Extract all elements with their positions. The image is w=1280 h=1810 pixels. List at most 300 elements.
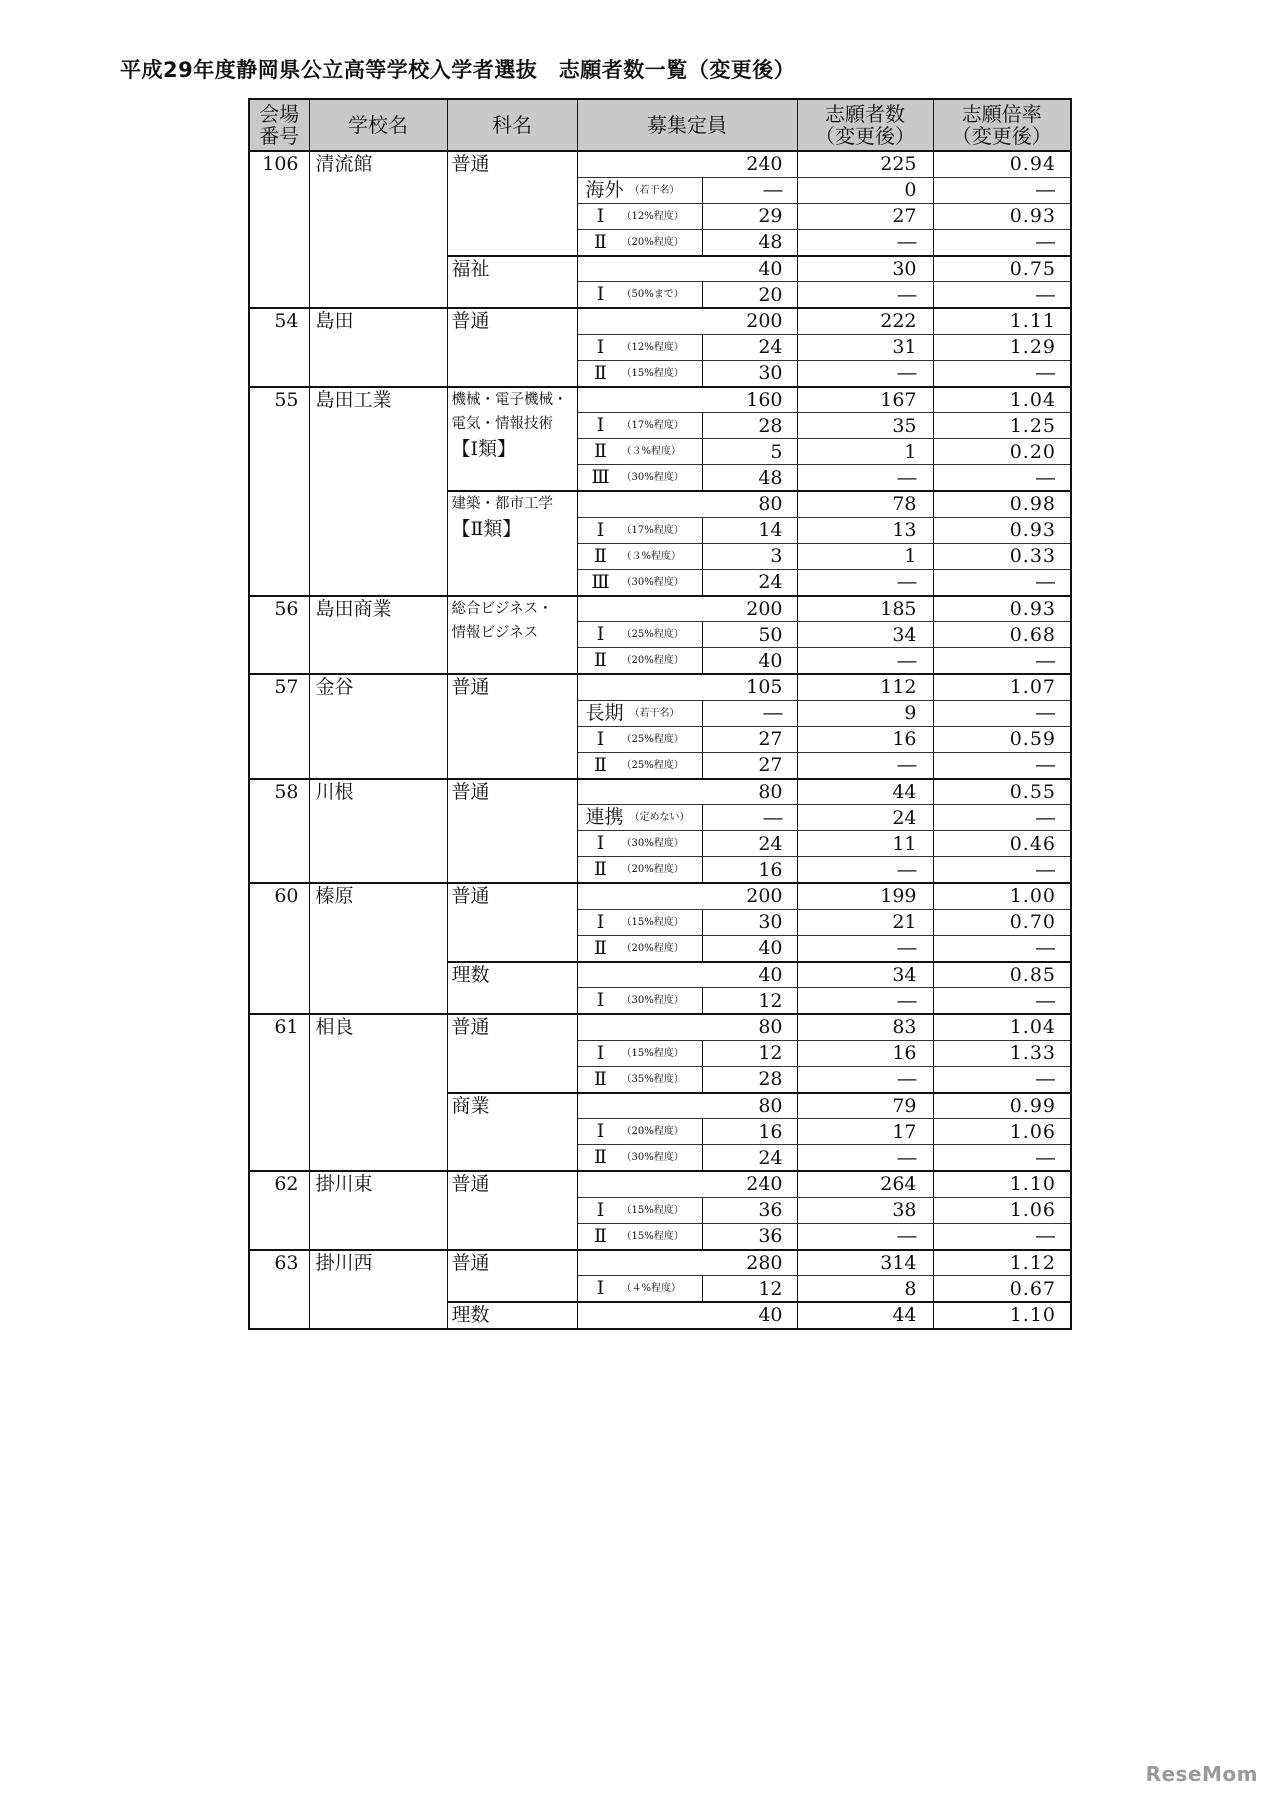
applicants-value: 185 <box>797 596 933 622</box>
ratio-value: 1.07 <box>933 674 1071 700</box>
quota-label <box>577 909 702 935</box>
department-name <box>447 151 577 256</box>
ratio-value: 0.46 <box>933 831 1071 857</box>
quota-label-text: Ⅱ <box>594 649 607 671</box>
quota-label-text: Ⅱ <box>594 230 607 253</box>
applicants-value: 44 <box>797 1302 933 1329</box>
department-name <box>447 779 577 884</box>
ratio-value: 0.75 <box>933 256 1071 282</box>
applicants-value: ― <box>797 1223 933 1250</box>
capacity-value: 12 <box>702 1276 797 1303</box>
ratio-value: ― <box>933 282 1071 309</box>
school-name: 掛川東 <box>309 1171 447 1250</box>
header-school: 学校名 <box>309 99 447 151</box>
applicants-value: ― <box>797 988 933 1015</box>
quota-label <box>577 1276 702 1303</box>
applicants-value: 34 <box>797 622 933 648</box>
department-name-line: 普通 <box>451 676 490 698</box>
quota-label <box>577 1066 702 1093</box>
capacity-value: 24 <box>702 569 797 596</box>
capacity-value: 29 <box>702 203 797 229</box>
quota-label <box>577 465 702 492</box>
capacity-total: 40 <box>577 1302 797 1329</box>
department-name <box>447 387 577 492</box>
ratio-value: ― <box>933 465 1071 492</box>
ratio-value: 0.33 <box>933 543 1071 569</box>
venue-number: 58 <box>249 779 309 884</box>
venue-number: 60 <box>249 883 309 1014</box>
quota-note: （30%程度） <box>621 576 684 588</box>
ratio-value: 1.10 <box>933 1302 1071 1329</box>
capacity-value: 36 <box>702 1197 797 1223</box>
ratio-value: 0.68 <box>933 622 1071 648</box>
capacity-total: 200 <box>577 308 797 334</box>
applicants-value: 38 <box>797 1197 933 1223</box>
quota-note: （15%程度） <box>621 1047 684 1059</box>
applicants-value: 30 <box>797 256 933 282</box>
department-name-line: 普通 <box>451 1251 490 1274</box>
department-name <box>447 883 577 962</box>
quota-label <box>577 1197 702 1223</box>
venue-number: 106 <box>249 151 309 308</box>
ratio-value: 1.06 <box>933 1197 1071 1223</box>
ratio-value: 0.99 <box>933 1093 1071 1119</box>
applicants-value: 8 <box>797 1276 933 1303</box>
applicants-value: 35 <box>797 413 933 439</box>
school-name: 榛原 <box>309 883 447 1014</box>
venue-number: 57 <box>249 674 309 779</box>
applicants-value: ― <box>797 282 933 309</box>
applicants-value: 21 <box>797 909 933 935</box>
capacity-value: 12 <box>702 988 797 1015</box>
quota-note: （17%程度） <box>621 524 684 536</box>
quota-label-text: Ⅰ <box>596 414 605 436</box>
capacity-value: 30 <box>702 360 797 387</box>
quota-label <box>577 203 702 229</box>
quota-label-text: Ⅱ <box>594 753 607 776</box>
capacity-total: 200 <box>577 596 797 622</box>
quota-label <box>577 177 702 203</box>
capacity-value: 14 <box>702 517 797 543</box>
quota-label-text: Ⅱ <box>594 936 607 959</box>
department-name-line: 普通 <box>451 1016 490 1038</box>
ratio-value: 0.67 <box>933 1276 1071 1303</box>
ratio-value: 1.06 <box>933 1119 1071 1145</box>
applicants-value: ― <box>797 935 933 962</box>
department-name <box>447 962 577 1015</box>
quota-label <box>577 1145 702 1172</box>
department-name <box>447 1014 577 1093</box>
ratio-value: ― <box>933 569 1071 596</box>
ratio-value: 0.98 <box>933 491 1071 517</box>
venue-number: 61 <box>249 1014 309 1171</box>
department-name <box>447 256 577 309</box>
applicants-value: 34 <box>797 962 933 988</box>
capacity-value: 40 <box>702 648 797 675</box>
quota-label-text: Ⅱ <box>594 1067 607 1090</box>
department-name-line: 普通 <box>451 780 490 803</box>
quota-note: （12%程度） <box>621 210 684 222</box>
quota-note: （３%程度） <box>621 446 682 457</box>
page-title: 平成29年度静岡県公立高等学校入学者選抜 志願者数一覧（変更後） <box>120 58 796 82</box>
department-name-line: 情報ビジネス <box>451 625 539 641</box>
ratio-value: 1.33 <box>933 1040 1071 1066</box>
school-name: 相良 <box>309 1014 447 1171</box>
department-name <box>447 491 577 596</box>
school-name: 掛川西 <box>309 1250 447 1329</box>
table-row <box>249 1171 1071 1197</box>
table-row <box>249 1014 1071 1040</box>
quota-note: （35%程度） <box>621 1073 684 1085</box>
school-name: 島田商業 <box>309 596 447 675</box>
department-name-line: 普通 <box>451 1173 490 1195</box>
quota-label-text: 長期 <box>585 701 624 724</box>
capacity-value: 20 <box>702 282 797 309</box>
department-name-line: 福祉 <box>451 257 490 280</box>
department-name-line: 理数 <box>451 963 490 986</box>
header-department: 科名 <box>447 99 577 151</box>
applicants-value: ― <box>797 648 933 675</box>
applicants-value: ― <box>797 229 933 256</box>
table-row <box>249 1250 1071 1276</box>
department-name <box>447 308 577 387</box>
capacity-total: 280 <box>577 1250 797 1276</box>
ratio-value: 0.59 <box>933 726 1071 752</box>
applicants-value: 31 <box>797 334 933 360</box>
department-name <box>447 1302 577 1329</box>
quota-note: （３%程度） <box>621 550 682 562</box>
quota-label <box>577 1040 702 1066</box>
quota-label <box>577 726 702 752</box>
quota-label <box>577 648 702 675</box>
ratio-value: 0.70 <box>933 909 1071 935</box>
quota-note: （４%程度） <box>621 1283 682 1294</box>
quota-label-text: Ⅰ <box>596 832 605 854</box>
quota-note: （17%程度） <box>621 420 684 431</box>
applicants-value: 27 <box>797 203 933 229</box>
applicants-value: ― <box>797 360 933 387</box>
table-row <box>249 779 1071 805</box>
resemom-watermark: ReseMom <box>1145 1762 1258 1786</box>
quota-label-text: Ⅰ <box>596 1120 605 1142</box>
quota-label-text: Ⅰ <box>596 1041 605 1064</box>
capacity-value: 16 <box>702 857 797 884</box>
applicants-value: 112 <box>797 674 933 700</box>
school-name: 島田 <box>309 308 447 387</box>
quota-note: （30%程度） <box>621 995 684 1006</box>
header-applicants: 志願者数 （変更後） <box>797 99 933 151</box>
quota-label-text: Ⅰ <box>596 518 605 541</box>
applicants-value: 0 <box>797 177 933 203</box>
ratio-value: 1.11 <box>933 308 1071 334</box>
capacity-value: 27 <box>702 726 797 752</box>
quota-label-text: Ⅰ <box>596 283 605 305</box>
capacity-value: 28 <box>702 1066 797 1093</box>
department-name-line: 商業 <box>451 1094 490 1117</box>
ratio-value: ― <box>933 177 1071 203</box>
quota-label <box>577 543 702 569</box>
applicants-value: ― <box>797 465 933 492</box>
quota-note: （30%程度） <box>621 472 684 483</box>
quota-label <box>577 360 702 387</box>
capacity-value: 30 <box>702 909 797 935</box>
capacity-value: ― <box>702 805 797 831</box>
capacity-value: 27 <box>702 752 797 779</box>
ratio-value: 1.29 <box>933 334 1071 360</box>
ratio-value: ― <box>933 360 1071 387</box>
quota-label <box>577 1223 702 1250</box>
applicants-value: 1 <box>797 543 933 569</box>
quota-note: （定めない） <box>629 812 690 823</box>
quota-label-text: Ⅰ <box>596 727 605 750</box>
applicants-value: ― <box>797 1145 933 1172</box>
table-row <box>249 883 1071 909</box>
quota-label-text: Ⅱ <box>594 1224 607 1247</box>
quota-label-text: Ⅲ <box>591 570 610 593</box>
table-header <box>249 99 1071 151</box>
applicants-value: 9 <box>797 700 933 726</box>
quota-note: （若干名） <box>629 184 680 196</box>
table-row <box>249 596 1071 622</box>
capacity-total: 80 <box>577 779 797 805</box>
capacity-value: 24 <box>702 831 797 857</box>
applicants-value: ― <box>797 1066 933 1093</box>
quota-label <box>577 805 702 831</box>
ratio-value: ― <box>933 1223 1071 1250</box>
capacity-value: 40 <box>702 935 797 962</box>
capacity-value: 5 <box>702 439 797 465</box>
quota-note: （30%程度） <box>621 838 684 849</box>
department-name-line: 機械・電子機械・ <box>451 391 568 408</box>
quota-note: （20%程度） <box>621 942 684 954</box>
ratio-value: ― <box>933 1066 1071 1093</box>
quota-note: （50%まで） <box>621 289 684 300</box>
school-name: 島田工業 <box>309 387 447 596</box>
table-row <box>249 308 1071 334</box>
department-name <box>447 596 577 675</box>
capacity-value: 48 <box>702 465 797 492</box>
table-row <box>249 151 1071 177</box>
ratio-value: 1.25 <box>933 413 1071 439</box>
quota-label-text: Ⅰ <box>596 204 605 227</box>
applicants-value: ― <box>797 857 933 884</box>
quota-label <box>577 229 702 256</box>
quota-note: （20%程度） <box>621 655 684 666</box>
table-row <box>249 387 1071 413</box>
quota-label-text: Ⅰ <box>596 989 605 1011</box>
quota-note: （15%程度） <box>621 1204 684 1216</box>
ratio-value: ― <box>933 752 1071 779</box>
department-name-line: 電気・情報技術 <box>451 416 553 432</box>
applicants-value: 314 <box>797 1250 933 1276</box>
quota-label-text: Ⅰ <box>596 1277 605 1299</box>
quota-label <box>577 1119 702 1145</box>
quota-label <box>577 282 702 309</box>
capacity-total: 80 <box>577 491 797 517</box>
quota-note: （12%程度） <box>621 341 684 353</box>
quota-note: （20%程度） <box>621 236 684 248</box>
applicants-value: 78 <box>797 491 933 517</box>
ratio-value: ― <box>933 1145 1071 1172</box>
department-name-line: 【Ⅱ類】 <box>451 517 522 540</box>
quota-label <box>577 700 702 726</box>
capacity-value: 3 <box>702 543 797 569</box>
quota-label <box>577 517 702 543</box>
quota-label <box>577 334 702 360</box>
capacity-total: 240 <box>577 1171 797 1197</box>
quota-label <box>577 439 702 465</box>
venue-number: 63 <box>249 1250 309 1329</box>
capacity-value: 24 <box>702 334 797 360</box>
department-name-line: 総合ビジネス・ <box>451 600 553 617</box>
quota-label <box>577 831 702 857</box>
header-capacity: 募集定員 <box>577 99 797 151</box>
quota-label-text: Ⅱ <box>594 858 607 880</box>
quota-note: （25%程度） <box>621 759 684 771</box>
quota-label-text: Ⅱ <box>594 361 607 384</box>
capacity-total: 80 <box>577 1014 797 1040</box>
department-name <box>447 1171 577 1250</box>
table-body <box>249 151 1071 1329</box>
applicants-value: 13 <box>797 517 933 543</box>
ratio-value: 0.93 <box>933 517 1071 543</box>
ratio-value: 0.93 <box>933 203 1071 229</box>
ratio-value: ― <box>933 700 1071 726</box>
quota-label-text: Ⅱ <box>594 1146 607 1168</box>
ratio-value: ― <box>933 229 1071 256</box>
quota-label-text: 連携 <box>585 806 624 828</box>
ratio-value: ― <box>933 805 1071 831</box>
capacity-value: 16 <box>702 1119 797 1145</box>
capacity-total: 80 <box>577 1093 797 1119</box>
ratio-value: ― <box>933 935 1071 962</box>
quota-label <box>577 622 702 648</box>
capacity-total: 200 <box>577 883 797 909</box>
quota-label-text: Ⅰ <box>596 910 605 933</box>
capacity-total: 40 <box>577 962 797 988</box>
capacity-value: 24 <box>702 1145 797 1172</box>
quota-label <box>577 935 702 962</box>
quota-note: （20%程度） <box>621 864 684 875</box>
applicants-value: 83 <box>797 1014 933 1040</box>
applicants-value: 44 <box>797 779 933 805</box>
table-row <box>249 674 1071 700</box>
department-name-line: 建築・都市工学 <box>451 496 553 512</box>
applicants-value: 79 <box>797 1093 933 1119</box>
quota-label <box>577 569 702 596</box>
capacity-total: 105 <box>577 674 797 700</box>
quota-label <box>577 857 702 884</box>
quota-note: （25%程度） <box>621 733 684 745</box>
ratio-value: 0.85 <box>933 962 1071 988</box>
school-name: 川根 <box>309 779 447 884</box>
capacity-value: 48 <box>702 229 797 256</box>
ratio-value: 0.93 <box>933 596 1071 622</box>
quota-label-text: Ⅰ <box>596 623 605 645</box>
quota-label <box>577 413 702 439</box>
applicants-value: 167 <box>797 387 933 413</box>
capacity-total: 160 <box>577 387 797 413</box>
department-name <box>447 674 577 779</box>
applicants-value: 17 <box>797 1119 933 1145</box>
quota-label <box>577 988 702 1015</box>
ratio-value: 0.20 <box>933 439 1071 465</box>
school-name: 清流館 <box>309 151 447 308</box>
applicants-value: 16 <box>797 726 933 752</box>
quota-note: （15%程度） <box>621 916 684 928</box>
applicants-value: 1 <box>797 439 933 465</box>
capacity-total: 40 <box>577 256 797 282</box>
ratio-value: 0.55 <box>933 779 1071 805</box>
capacity-value: 50 <box>702 622 797 648</box>
quota-note: （15%程度） <box>621 367 684 379</box>
ratio-value: 1.04 <box>933 1014 1071 1040</box>
quota-label-text: 海外 <box>585 178 624 201</box>
header-venue-no: 会場 番号 <box>249 99 309 151</box>
applicants-value: 225 <box>797 151 933 177</box>
quota-note: （30%程度） <box>621 1152 684 1163</box>
applicants-value: ― <box>797 752 933 779</box>
ratio-value: ― <box>933 857 1071 884</box>
venue-number: 56 <box>249 596 309 675</box>
capacity-value: 28 <box>702 413 797 439</box>
capacity-value: 36 <box>702 1223 797 1250</box>
quota-label <box>577 752 702 779</box>
capacity-total: 240 <box>577 151 797 177</box>
department-name-line: 理数 <box>451 1304 490 1326</box>
capacity-value: ― <box>702 177 797 203</box>
applicants-value: 16 <box>797 1040 933 1066</box>
department-name <box>447 1250 577 1303</box>
capacity-value: 12 <box>702 1040 797 1066</box>
ratio-value: 1.12 <box>933 1250 1071 1276</box>
ratio-value: 1.04 <box>933 387 1071 413</box>
ratio-value: 0.94 <box>933 151 1071 177</box>
capacity-value: ― <box>702 700 797 726</box>
quota-note: （若干名） <box>629 707 680 719</box>
department-name-line: 普通 <box>451 153 490 175</box>
ratio-value: ― <box>933 988 1071 1015</box>
quota-note: （20%程度） <box>621 1126 684 1137</box>
ratio-value: 1.10 <box>933 1171 1071 1197</box>
quota-note: （15%程度） <box>621 1230 684 1242</box>
quota-label-text: Ⅱ <box>594 544 607 567</box>
applicants-value: 24 <box>797 805 933 831</box>
applicants-value: 199 <box>797 883 933 909</box>
department-name-line: 普通 <box>451 885 490 907</box>
school-name: 金谷 <box>309 674 447 779</box>
venue-number: 55 <box>249 387 309 596</box>
quota-label-text: Ⅰ <box>596 1198 605 1221</box>
applicants-value: 222 <box>797 308 933 334</box>
quota-label-text: Ⅰ <box>596 335 605 358</box>
header-ratio: 志願倍率 （変更後） <box>933 99 1071 151</box>
quota-note: （25%程度） <box>621 629 684 640</box>
venue-number: 62 <box>249 1171 309 1250</box>
venue-number: 54 <box>249 308 309 387</box>
applicants-value: ― <box>797 569 933 596</box>
applicants-value: 11 <box>797 831 933 857</box>
department-name-line: 【Ⅰ類】 <box>451 437 517 460</box>
ratio-value: 1.00 <box>933 883 1071 909</box>
quota-label-text: Ⅲ <box>591 466 610 488</box>
ratio-value: ― <box>933 648 1071 675</box>
applicants-table <box>248 98 1072 1330</box>
department-name-line: 普通 <box>451 310 490 332</box>
department-name <box>447 1093 577 1172</box>
applicants-value: 264 <box>797 1171 933 1197</box>
quota-label-text: Ⅱ <box>594 440 607 462</box>
